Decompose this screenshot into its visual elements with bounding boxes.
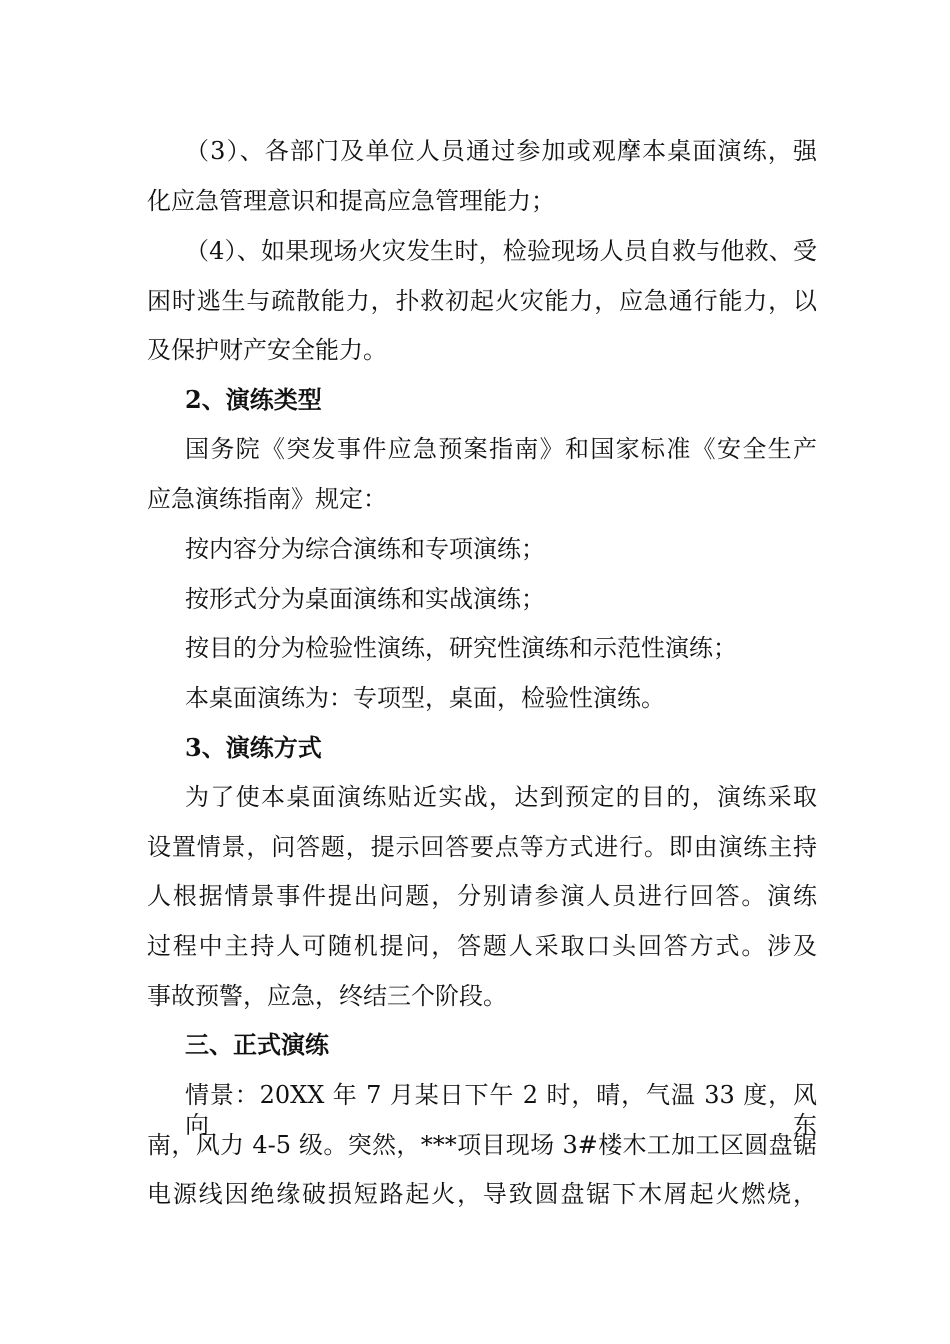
paragraph-line: 为了使本桌面演练贴近实战，达到预定的目的，演练采取 <box>185 783 817 811</box>
paragraph-line: 情景：20XX 年 7 月某日下午 2 时，晴，气温 33 度，风向东 <box>185 1081 817 1139</box>
paragraph-line: 国务院《突发事件应急预案指南》和国家标准《安全生产 <box>185 435 817 463</box>
paragraph-line: （3）、各部门及单位人员通过参加或观摩本桌面演练，强 <box>185 137 817 165</box>
paragraph-line: 人根据情景事件提出问题，分别请参演人员进行回答。演练 <box>147 882 817 910</box>
section-heading: 2、演练类型 <box>185 385 322 414</box>
paragraph-line: 应急演练指南》规定： <box>147 485 387 513</box>
paragraph-line: 事故预警，应急，终结三个阶段。 <box>147 982 507 1010</box>
paragraph-line: 及保护财产安全能力。 <box>147 336 387 364</box>
paragraph-line: （4）、如果现场火灾发生时，检验现场人员自救与他救、受 <box>185 237 817 265</box>
paragraph-line: 电源线因绝缘破损短路起火，导致圆盘锯下木屑起火燃烧， <box>147 1180 817 1208</box>
paragraph-line: 设置情景，问答题，提示回答要点等方式进行。即由演练主持 <box>147 833 817 861</box>
section-heading: 3、演练方式 <box>185 733 322 762</box>
section-heading: 三、正式演练 <box>185 1030 329 1059</box>
paragraph-line: 过程中主持人可随机提问，答题人采取口头回答方式。涉及 <box>147 932 817 960</box>
paragraph-line: 本桌面演练为：专项型，桌面，检验性演练。 <box>185 684 665 712</box>
paragraph-line: 按内容分为综合演练和专项演练； <box>185 535 545 563</box>
paragraph-line: 按形式分为桌面演练和实战演练； <box>185 585 545 613</box>
paragraph-line: 化应急管理意识和提高应急管理能力； <box>147 187 555 215</box>
paragraph-line: 困时逃生与疏散能力，扑救初起火灾能力，应急通行能力，以 <box>147 287 817 315</box>
paragraph-line: 按目的分为检验性演练，研究性演练和示范性演练； <box>185 634 737 662</box>
paragraph-line: 南，风力 4-5 级。突然，***项目现场 3#楼木工加工区圆盘锯 <box>147 1131 817 1159</box>
